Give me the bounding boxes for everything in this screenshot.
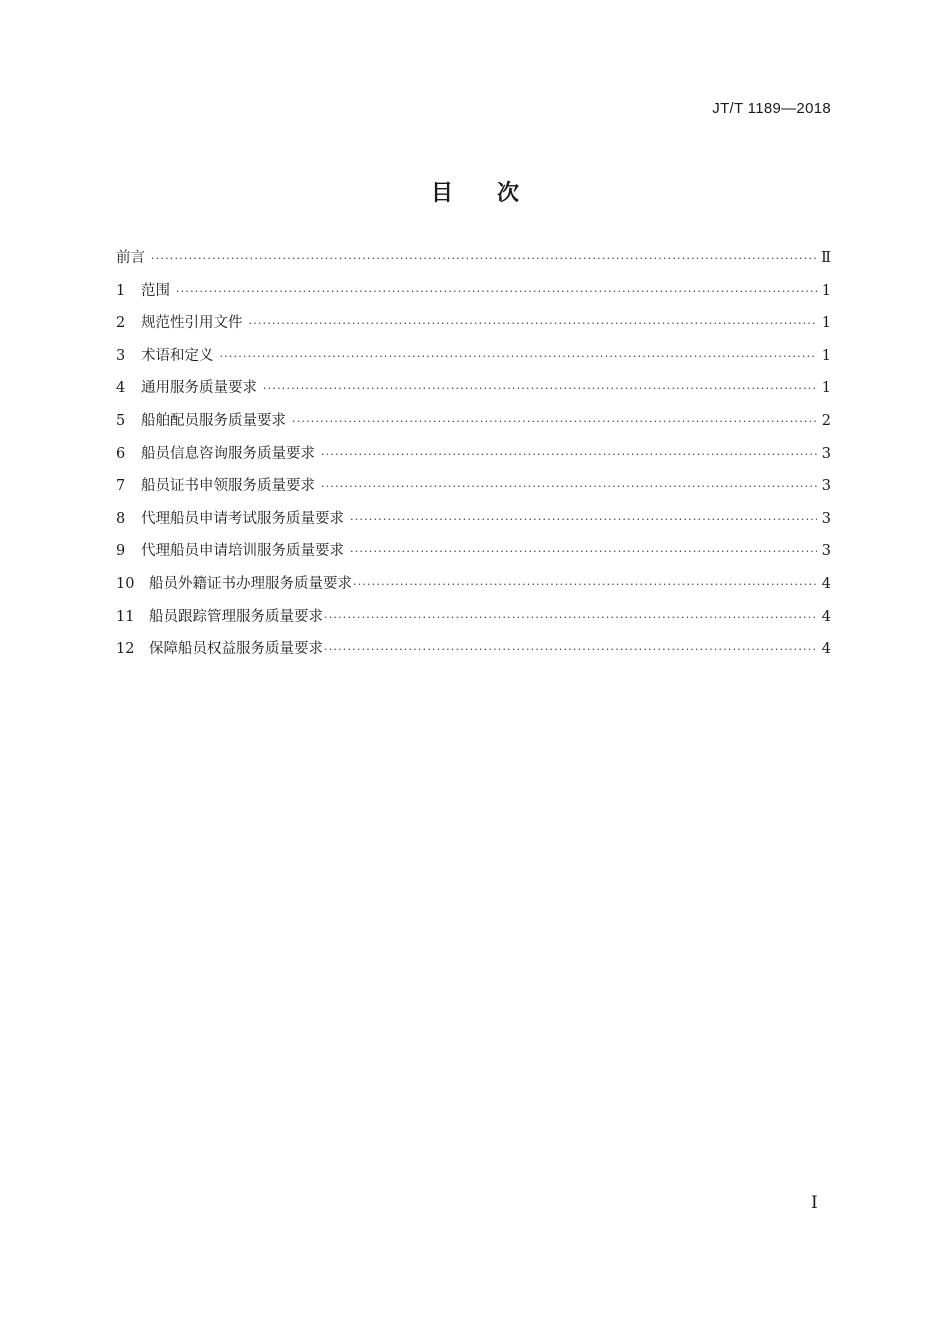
toc-entry-label: 术语和定义 — [141, 347, 214, 364]
toc-leader-dots — [324, 612, 817, 623]
toc-entry-page: 4 — [821, 608, 831, 625]
toc-entry-page: Ⅱ — [821, 250, 831, 266]
toc-entry-label: 船员证书申领服务质量要求 — [141, 478, 315, 495]
toc-entry-number: 5 — [116, 412, 126, 429]
toc-entry-5[interactable] — [116, 409, 831, 442]
toc-entry-number: 12 — [116, 641, 135, 658]
toc-entry-label: 船舶配员服务质量要求 — [141, 412, 286, 429]
toc-entry-page: 4 — [821, 575, 831, 592]
toc-entry-label: 前言 — [116, 250, 145, 266]
toc-entry-9[interactable] — [116, 539, 831, 572]
toc-entry-7[interactable] — [116, 474, 831, 507]
toc-leader-dots — [321, 449, 817, 460]
toc-entry-label: 船员信息咨询服务质量要求 — [141, 445, 315, 462]
toc-leader-dots — [350, 546, 817, 557]
toc-leader-dots — [151, 253, 817, 264]
toc-entry-2[interactable] — [116, 311, 831, 344]
toc-entry-page: 1 — [821, 315, 831, 332]
toc-entry-number: 4 — [116, 380, 126, 397]
toc-leader-dots — [292, 416, 817, 427]
toc-entry-label: 规范性引用文件 — [141, 315, 243, 332]
toc-entry-label: 船员跟踪管理服务质量要求 — [149, 608, 323, 625]
toc-entry-label: 通用服务质量要求 — [141, 380, 257, 397]
toc-entry-label: 代理船员申请培训服务质量要求 — [141, 543, 344, 560]
toc-entry-page: 3 — [821, 445, 831, 462]
toc-entry-page: 3 — [821, 510, 831, 527]
toc-title-part2: 次 — [497, 181, 520, 206]
standard-code: JT/T 1189—2018 — [712, 100, 831, 117]
toc-entry-number: 3 — [116, 347, 126, 364]
toc-entry-number: 6 — [116, 445, 126, 462]
toc-leader-dots — [321, 481, 817, 492]
toc-entry-page: 4 — [821, 641, 831, 658]
toc-leader-dots — [350, 514, 817, 525]
toc-entry-foreword[interactable] — [116, 246, 831, 279]
toc-entry-number: 10 — [116, 575, 135, 592]
page-number: Ⅰ — [811, 1193, 818, 1212]
toc-entry-page: 3 — [821, 478, 831, 495]
toc-leader-dots — [353, 579, 817, 590]
toc-entry-1[interactable] — [116, 279, 831, 312]
toc-title-part1: 目 — [430, 181, 453, 206]
toc-entry-label: 船员外籍证书办理服务质量要求 — [149, 575, 352, 592]
toc-entry-11[interactable] — [116, 605, 831, 638]
toc-entry-page: 1 — [821, 380, 831, 397]
toc-title — [0, 176, 950, 207]
toc-entry-10[interactable] — [116, 572, 831, 605]
toc-entry-number: 8 — [116, 510, 126, 527]
toc-entry-label: 代理船员申请考试服务质量要求 — [141, 510, 344, 527]
toc-entry-12[interactable] — [116, 637, 831, 670]
toc-list — [116, 246, 831, 670]
toc-entry-label: 保障船员权益服务质量要求 — [149, 641, 323, 658]
toc-entry-number: 1 — [116, 282, 126, 299]
toc-entry-page: 1 — [821, 347, 831, 364]
toc-entry-page: 1 — [821, 282, 831, 299]
toc-leader-dots — [263, 383, 817, 394]
toc-leader-dots — [324, 644, 817, 655]
toc-entry-number: 7 — [116, 478, 126, 495]
toc-entry-6[interactable] — [116, 442, 831, 475]
toc-entry-4[interactable] — [116, 376, 831, 409]
toc-entry-number: 11 — [116, 608, 135, 625]
toc-entry-page: 3 — [821, 543, 831, 560]
toc-entry-8[interactable] — [116, 507, 831, 540]
toc-leader-dots — [220, 351, 818, 362]
toc-leader-dots — [249, 318, 818, 329]
toc-entry-page: 2 — [821, 412, 831, 429]
toc-entry-number: 9 — [116, 543, 126, 560]
toc-entry-3[interactable] — [116, 344, 831, 377]
toc-entry-number: 2 — [116, 315, 126, 332]
toc-entry-label: 范围 — [141, 282, 170, 299]
toc-leader-dots — [176, 286, 817, 297]
